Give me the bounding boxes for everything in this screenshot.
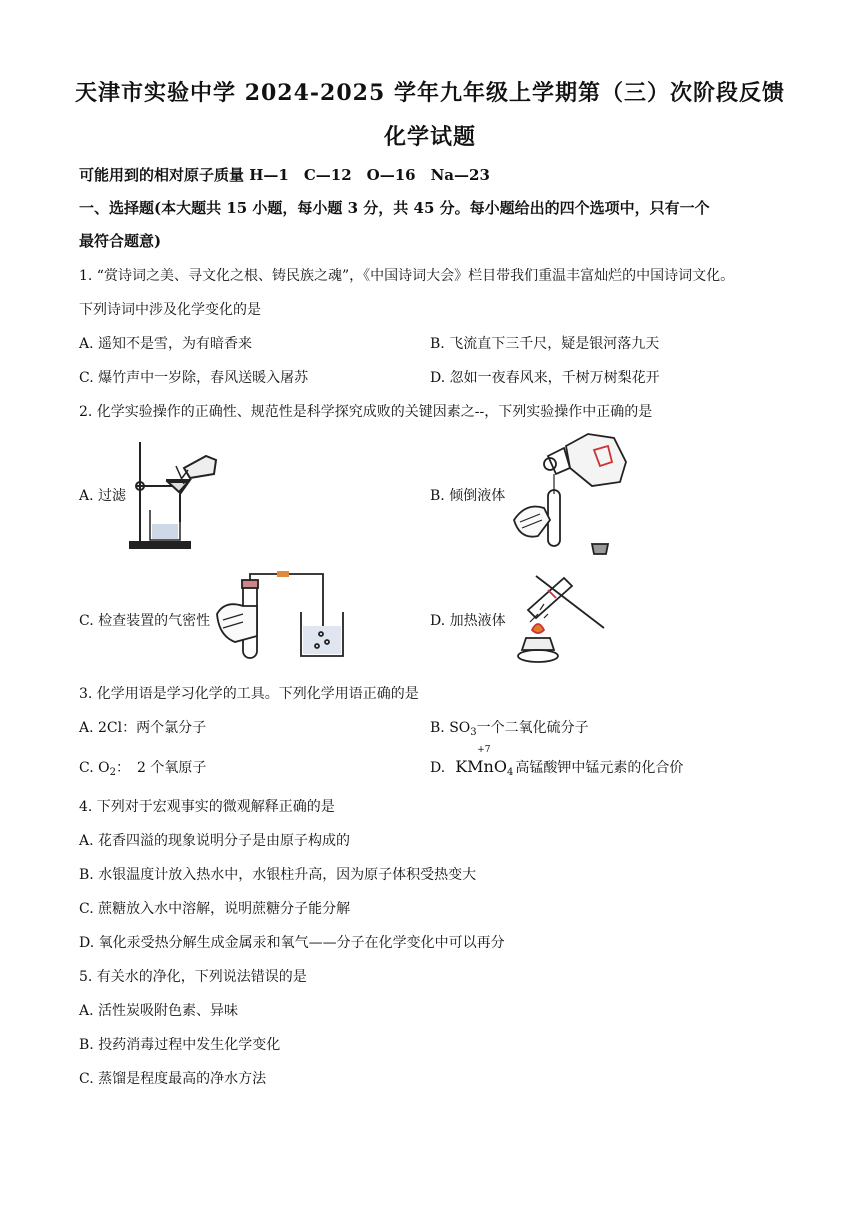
- q5-option-b[interactable]: B. 投药消毒过程中发生化学变化: [79, 1037, 281, 1053]
- pour-liquid-figure: [508, 428, 636, 558]
- q3-option-c-text: ： 2 个氧原子: [115, 760, 207, 776]
- filtration-figure: [128, 438, 228, 550]
- q3-option-c-prefix: C. O: [79, 760, 110, 776]
- q2-option-c[interactable]: C. 检查装置的气密性: [79, 613, 211, 629]
- q2-stem: 2. 化学实验操作的正确性、规范性是科学探究成败的关键因素之--，下列实验操作中正确的是: [79, 404, 653, 420]
- q3-option-b-prefix: B. SO: [430, 720, 471, 736]
- heat-liquid-figure: [508, 570, 608, 666]
- q4-stem: 4. 下列对于宏观事实的微观解释正确的是: [79, 799, 335, 815]
- q3-option-b[interactable]: [430, 717, 589, 738]
- q2-option-d[interactable]: D. 加热液体: [430, 613, 506, 629]
- exam-subtitle: 化学试题: [383, 124, 476, 150]
- q3-option-d[interactable]: [430, 745, 684, 778]
- kmno4-sub: 4: [506, 767, 514, 778]
- q1-stem-cont: 下列诗词中涉及化学变化的是: [79, 302, 261, 318]
- q2-option-a[interactable]: A. 过滤: [79, 488, 127, 504]
- q3-stem: 3. 化学用语是学习化学的工具。下列化学用语正确的是: [79, 686, 419, 702]
- q4-option-b[interactable]: B. 水银温度计放入热水中，水银柱升高，因为原子体积受热变大: [79, 867, 477, 883]
- airtightness-figure: [215, 570, 355, 662]
- q3-option-b-sub: 3: [470, 727, 477, 738]
- q2-option-b[interactable]: B. 倾倒液体: [430, 488, 506, 504]
- exam-title: 天津市实验中学 2024-2025 学年九年级上学期第（三）次阶段反馈: [75, 80, 785, 106]
- q3-option-a[interactable]: A. 2Cl：两个氯分子: [79, 720, 207, 736]
- q5-option-c[interactable]: C. 蒸馏是程度最高的净水方法: [79, 1071, 267, 1087]
- atomic-masses: 可能用到的相对原子质量 H—1 C—12 O—16 Na—23: [79, 166, 490, 184]
- q4-option-c[interactable]: C. 蔗糖放入水中溶解，说明蔗糖分子能分解: [79, 901, 351, 917]
- kmno4-formula: [455, 745, 514, 778]
- q3-option-c[interactable]: [79, 757, 206, 778]
- q3-option-c-sub: 2: [109, 767, 116, 778]
- q1-option-c[interactable]: C. 爆竹声中一岁除，春风送暖入屠苏: [79, 370, 309, 386]
- q5-option-a[interactable]: A. 活性炭吸附色素、异味: [79, 1003, 239, 1019]
- q4-option-a[interactable]: A. 花香四溢的现象说明分子是由原子构成的: [79, 833, 351, 849]
- kmno4-text: KMnO: [455, 757, 507, 776]
- q4-option-d[interactable]: D. 氧化汞受热分解生成金属汞和氧气——分子在化学变化中可以再分: [79, 935, 505, 951]
- section-heading: 一、选择题(本大题共 15 小题，每小题 3 分，共 45 分。每小题给出的四个选项中，只有一个: [79, 199, 710, 217]
- q1-option-a[interactable]: A. 遥知不是雪，为有暗香来: [79, 336, 253, 352]
- q1-option-d[interactable]: D. 忽如一夜春风来，千树万树梨花开: [430, 370, 660, 386]
- q1-stem: 1. “赏诗词之美、寻文化之根、铸民族之魂”，《中国诗词大会》栏目带我们重温丰富灿烂的中国诗词文化。: [79, 268, 735, 284]
- q3-option-d-prefix: D.: [430, 760, 446, 776]
- q1-option-b[interactable]: B. 飞流直下三千尺，疑是银河落九天: [430, 336, 660, 352]
- q3-option-d-text: 高锰酸钾中锰元素的化合价: [515, 760, 684, 776]
- q3-option-b-text: 一个二氧化硫分子: [476, 720, 589, 736]
- section-heading-cont: 最符合题意): [79, 232, 162, 250]
- mn-valence: +7: [477, 745, 491, 755]
- q5-stem: 5. 有关水的净化，下列说法错误的是: [79, 969, 307, 985]
